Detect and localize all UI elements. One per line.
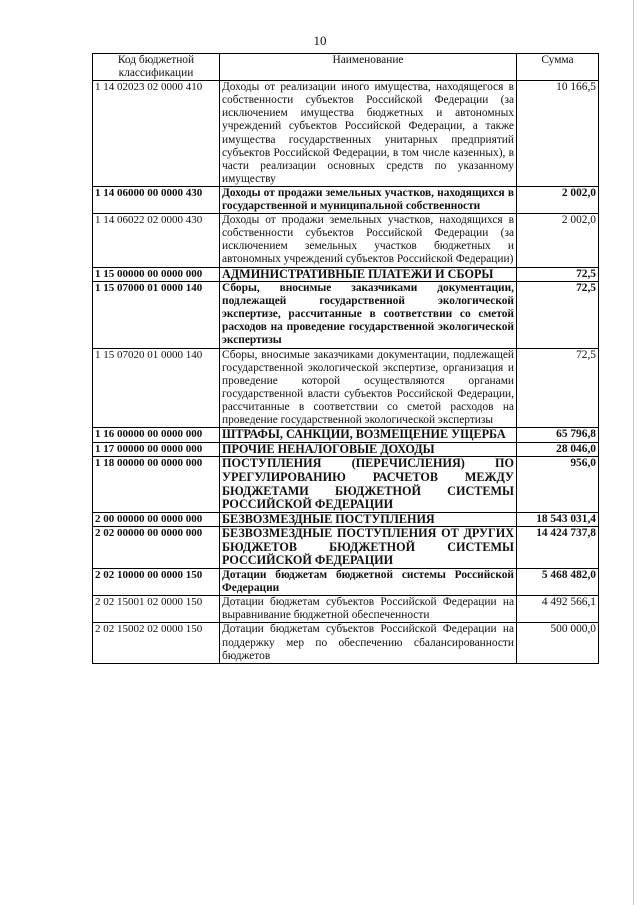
row-sum: 10 166,5 <box>517 81 599 187</box>
header-code: Код бюджетной классификации <box>93 54 220 81</box>
row-sum: 14 424 737,8 <box>517 527 599 569</box>
row-name: Доходы от продажи земельных участков, находящихся в собственности субъектов Российской Федерации (за исключением земельных участков бюджетных и автономных учреждений субъектов Российской Федерации) <box>220 214 517 267</box>
row-name: ШТРАФЫ, САНКЦИИ, ВОЗМЕЩЕНИЕ УЩЕРБА <box>220 428 517 443</box>
row-name: Сборы, вносимые заказчиками документации, подлежащей государственной экологической экспертизе, рассчитанные в соответствии со сметой расходов на проведение государственной экологической экспертизы <box>220 282 517 348</box>
row-code: 1 15 07000 01 0000 140 <box>93 282 220 348</box>
table-row <box>93 214 599 267</box>
row-sum: 28 046,0 <box>517 442 599 457</box>
table-row <box>93 186 599 213</box>
header-name: Наименование <box>220 54 517 81</box>
row-code: 2 02 00000 00 0000 000 <box>93 527 220 569</box>
row-sum: 500 000,0 <box>517 623 599 663</box>
row-sum: 72,5 <box>517 282 599 348</box>
row-name: Доходы от реализации иного имущества, находящегося в собственности субъектов Российской Федерации (за исключением имущества бюджетных и автономных учреждений субъектов Российской Федерации, а также имущества государственных унитарных предприятий субъектов Российской Федерации, в том числе казенных), в части реализации основных средств по указанному имуществу <box>220 81 517 187</box>
row-name: АДМИНИСТРАТИВНЫЕ ПЛАТЕЖИ И СБОРЫ <box>220 267 517 282</box>
row-name: Доходы от продажи земельных участков, находящихся в государственной и муниципальной собственности <box>220 186 517 213</box>
row-sum: 18 543 031,4 <box>517 512 599 527</box>
row-code: 1 17 00000 00 0000 000 <box>93 442 220 457</box>
table-row <box>93 596 599 623</box>
table-row <box>93 81 599 187</box>
row-code: 1 14 02023 02 0000 410 <box>93 81 220 187</box>
row-name: Дотации бюджетам субъектов Российской Федерации на поддержку мер по обеспечению сбалансированности бюджетов <box>220 623 517 663</box>
table-row <box>93 569 599 596</box>
page-number: 10 <box>313 33 327 48</box>
row-code: 1 16 00000 00 0000 000 <box>93 428 220 443</box>
table-row <box>93 282 599 348</box>
table-row <box>93 623 599 663</box>
row-code: 1 18 00000 00 0000 000 <box>93 457 220 512</box>
budget-revenue-table <box>92 53 599 664</box>
table-row <box>93 512 599 527</box>
row-sum: 72,5 <box>517 348 599 428</box>
row-name: БЕЗВОЗМЕЗДНЫЕ ПОСТУПЛЕНИЯ <box>220 512 517 527</box>
row-code: 1 15 07020 01 0000 140 <box>93 348 220 428</box>
table-row <box>93 442 599 457</box>
row-name: Дотации бюджетам субъектов Российской Федерации на выравнивание бюджетной обеспеченности <box>220 596 517 623</box>
row-name: ПОСТУПЛЕНИЯ (ПЕРЕЧИСЛЕНИЯ) ПО УРЕГУЛИРОВАНИЮ РАСЧЕТОВ МЕЖДУ БЮДЖЕТАМИ БЮДЖЕТНОЙ СИСТЕМЫ РОССИЙСКОЙ ФЕДЕРАЦИИ <box>220 457 517 512</box>
row-name: Сборы, вносимые заказчиками документации, подлежащей государственной экологической экспертизе, организация и проведение которой осуществляются органами государственной власти субъектов Российской Федерации, рассчитанные в соответствии со сметой расходов на проведение государственной экологической экспертизы <box>220 348 517 428</box>
row-code: 1 14 06022 02 0000 430 <box>93 214 220 267</box>
table-row <box>93 457 599 512</box>
header-sum: Сумма <box>517 54 599 81</box>
row-code: 1 15 00000 00 0000 000 <box>93 267 220 282</box>
row-sum: 5 468 482,0 <box>517 569 599 596</box>
row-sum: 65 796,8 <box>517 428 599 443</box>
table-header-row <box>93 54 599 81</box>
row-code: 2 02 10000 00 0000 150 <box>93 569 220 596</box>
table-row <box>93 267 599 282</box>
row-sum: 2 002,0 <box>517 186 599 213</box>
row-sum: 956,0 <box>517 457 599 512</box>
row-sum: 2 002,0 <box>517 214 599 267</box>
row-name: БЕЗВОЗМЕЗДНЫЕ ПОСТУПЛЕНИЯ ОТ ДРУГИХ БЮДЖЕТОВ БЮДЖЕТНОЙ СИСТЕМЫ РОССИЙСКОЙ ФЕДЕРАЦИИ <box>220 527 517 569</box>
table-row <box>93 527 599 569</box>
row-code: 2 02 15002 02 0000 150 <box>93 623 220 663</box>
table-row <box>93 348 599 428</box>
row-sum: 4 492 566,1 <box>517 596 599 623</box>
table-row <box>93 428 599 443</box>
page-edge <box>633 0 634 905</box>
row-code: 2 00 00000 00 0000 000 <box>93 512 220 527</box>
row-name: ПРОЧИЕ НЕНАЛОГОВЫЕ ДОХОДЫ <box>220 442 517 457</box>
row-code: 2 02 15001 02 0000 150 <box>93 596 220 623</box>
row-name: Дотации бюджетам бюджетной системы Российской Федерации <box>220 569 517 596</box>
row-sum: 72,5 <box>517 267 599 282</box>
row-code: 1 14 06000 00 0000 430 <box>93 186 220 213</box>
